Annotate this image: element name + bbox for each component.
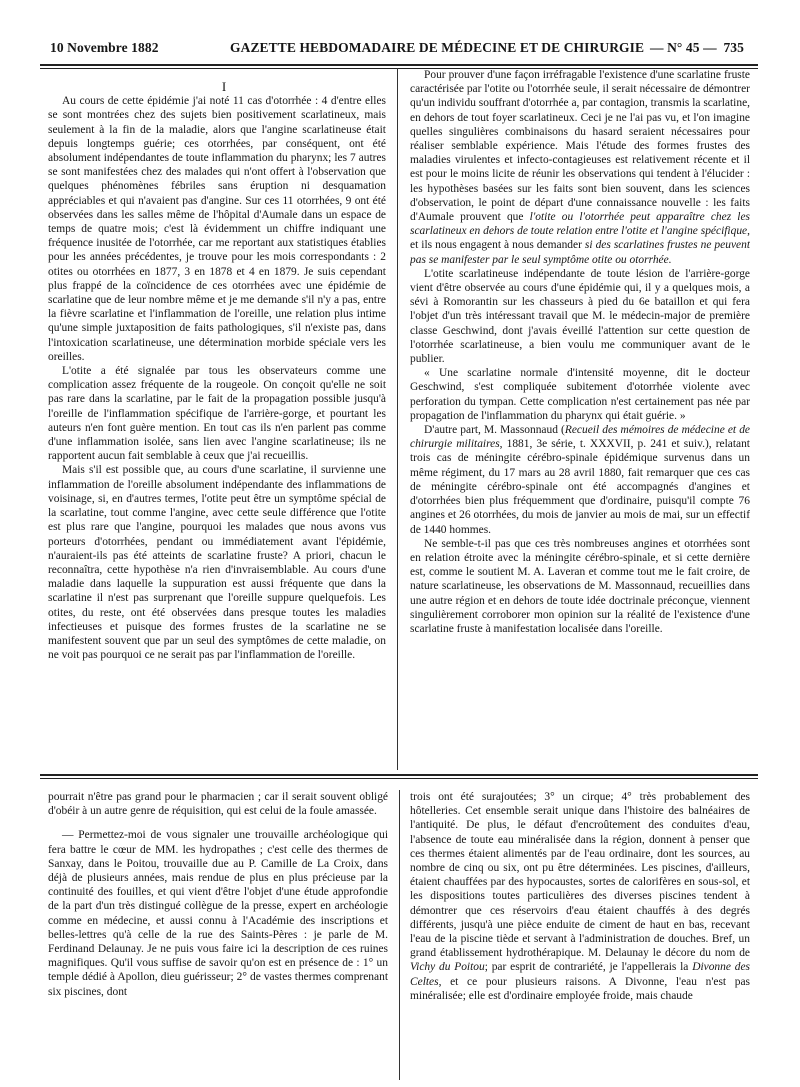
article-column-right	[410, 68, 750, 758]
paragraph	[410, 423, 750, 537]
text-run: ; par esprit de contrariété, je l'appellerais la	[484, 961, 693, 974]
article-column-left	[48, 80, 386, 768]
header-page-number: 735	[723, 40, 744, 55]
paragraph	[410, 790, 750, 1003]
paragraph: pourrait n'être pas grand pour le pharmacien ; car il serait souvent obligé d'obéir à un autre genre de réquisition, qui est celui de la foule amassée.	[48, 791, 388, 818]
feuilleton-column-left	[48, 790, 388, 1080]
paragraph: Mais s'il est possible que, au cours d'une scarlatine, il survienne une inflammation de l'oreille absolument indépendante des inflammations de voisinage, si, en d'autres termes, l'otite peut être un symptôme spécial de la scarlatine, tout comme l'angine, avec cette seule différence que l'otite est plus rare que l'angine, pourquoi les malades que nous avons vus porteurs d'otorrhées, pendant ou immédiatement avant l'épidémie, n'auraient-ils pas été atteints de scarlatine fruste? A priori, chacun le reconnaîtra, cette hypothèse n'a rien d'invraisemblable. Au cours d'une maladie dans laquelle la suppuration est aussi fréquente que dans la scarlatine il n'est pas surprenant que l'oreille suppure quelquefois. Les otites, du reste, ont été observées dans presque toutes les maladies infectieuses et puisque des formes frustes de la scarlatine ne se manifestent souvent que par un seul des symptômes de cette maladie, on ne voit pas pourquoi ce ne serait pas par l'inflammation de l'oreille.	[48, 464, 386, 662]
running-header	[50, 40, 744, 62]
paragraph: — Permettez-moi de vous signaler une trouvaille archéologique qui fera battre le cœur de MM. les hydropathes ; c'est celle des thermes de Sanxay, dans le Poitou, trouvaille due au P. Camille de La Croix, dans déjà de plusieurs années, mais rendue de plus en plus précieuse par la continuité des fouilles, et qui vient d'être l'objet d'une étude approfondie de la part d'un très distingué collègue de la presse, expert en archéologie comme en médecine, et aussi connu à l'Académie des inscriptions et belles-lettres qu'à celle de la rue des Saints-Pères : je parle de M. Ferdinand Delaunay. Je ne puis vous faire ici la description de ces ruines magnifiques. Qu'il vous suffise de savoir qu'on est en présence de : 1° un temple dédié à Apollon, dieu guérisseur; 2° de vastes thermes comprenant six piscines, dont	[48, 829, 388, 998]
column-divider-top	[397, 68, 398, 770]
paragraph: Ne semble-t-il pas que ces très nombreuses angines et otorrhées sont en relation étroite avec la méningite cérébro-spinale, et si cette dernière est, comme le soutient M. A. Laveran et comme tout me le fait croire, de nature scarlatineuse, les observations de M. Massonnaud, recueillies dans une autre région et en dehors de toute idée doctrinale préconçue, viennent singulièrement corroborer mon opinion sur la réalité de l'existence d'une scarlatine fruste à manifestation localisée dans l'oreille.	[410, 537, 750, 635]
paragraph: « Une scarlatine normale d'intensité moyenne, dit le docteur Geschwind, s'est compliquée subitement d'otorrhée violente avec perforation du tympan. Cette complication n'est certainement pas née par propagation de l'inflammation du pharynx qui était guérie. »	[410, 367, 750, 422]
text-run: , 1881, 3e série, t. XXXVII, p. 241 et suiv.), relatant trois cas de méningite cérébro-spinale épidémique survenus dans un même régiment, du 17 mars au 28 avril 1880, fait remarquer que ces cas de méningite cérébro-spinale ont été accompagnés d'angines et d'otorrhées bien plus fréquemment que d'ordinaire, puisqu'il compte 76 angines et 26 otorrhées, du mois de janvier au mois de mai, sur un effectif de 1440 hommes.	[410, 438, 750, 536]
text-run: , et ils nous engagent à nous demander	[410, 225, 750, 252]
italic-text: Vichy du Poitou	[410, 961, 485, 974]
header-issue-number: — N° 45 —	[650, 40, 717, 55]
paragraph: L'otite scarlatineuse indépendante de toute lésion de l'arrière-gorge vient d'être observée au cours d'une épidémie qui, il y a quelques mois, a sévi à Romorantin sur les chasseurs à pied du 6e bataillon et qui fera l'objet d'un très intéressant travail que M. le médecin-major de première classe Geschwind, dont j'avais éveillé l'attention sur cette question de l'otorrhée scarlatineuse, a bien voulu me communiquer avant de le publier.	[410, 267, 750, 366]
italic-text: Divonne des Celtes	[410, 961, 750, 988]
section-numeral: I	[221, 80, 227, 94]
section-divider-rule	[40, 774, 758, 779]
header-journal-title: GAZETTE HEBDOMADAIRE DE MÉDECINE ET DE CHIRURGIE	[230, 40, 645, 55]
italic-text: l'otite ou l'otorrhée peut apparaître chez les scarlatineux en dehors de toute relation entre l'otite et l'angine spécifique	[410, 211, 750, 238]
italic-text: si des scarlatines frustes ne peuvent pas se manifester par le seul symptôme otite ou otorrhée.	[410, 239, 750, 266]
column-divider-bottom	[399, 790, 400, 1080]
italic-citation: Recueil des mémoires de médecine et de chirurgie militaires	[410, 424, 750, 451]
text-run: D'autre part, M. Massonnaud (	[424, 424, 565, 437]
paragraph: L'otite a été signalée par tous les observateurs comme une complication assez fréquente de la rougeole. On conçoit qu'elle ne soit pas rare dans la scarlatine, par le fait de la propagation possible jusqu'à l'oreille de l'inflammation spécifique de l'arrière-gorge, et pourtant les auteurs n'en font guère mention. En tout cas ils n'en parlent pas comme d'une inflammation isolée, sans lien avec l'angine scarlatineuse; ils ne rapportent aucun fait semblable à ceux que j'ai recueillis.	[48, 365, 386, 463]
paragraph: Au cours de cette épidémie j'ai noté 11 cas d'otorrhée : 4 d'entre elles se sont montrées chez des sujets bien positivement scarlatineux, mais seulement à la fin de la maladie, alors que l'angine scarlatineuse était depuis longtemps guérie; ces otorrhées, par conséquent, ont été absolument indépendantes de toute inflammation du pharynx; les 7 autres se sont manifestées chez des malades qui n'ont offert à l'observation que quelques phénomènes fébriles sans éruption ni desquamation appréciables et qui n'avaient pas d'angine. Sur ces 11 otorrhées, 9 ont été observées dans les salles même de l'hôpital d'Aumale dans un espace de temps de quatre mois; c'est là évidemment un chiffre indiquant une fréquence inusitée de l'otorrhée, car me reportant aux statistiques établies pour les années précédentes, je trouve pour les mois correspondants : 2 otites ou otorrhées en 1877, 3 en 1878 et 4 en 1879. Je suis cependant plus frappé de la coïncidence de ces otorrhées avec une épidémie de scarlatine que de leur nombre même et je me demande s'il n'y a pas, entre la fièvre scarlatine et l'inflammation de l'oreille, une relation plus intime qu'une simple juxtaposition de faits pathologiques, s'il n'existe pas, dans l'intoxication scarlatineuse, une détermination morbide spéciale vers les oreilles.	[48, 95, 386, 363]
paragraph	[410, 68, 750, 267]
header-date: 10 Novembre 1882	[50, 40, 159, 55]
text-run: trois ont été surajoutées; 3° un cirque; 4° très probablement des hôtelleries. Cet ensemble serait unique dans l'histoire des balnéaires de l'antiquité. De plus, le défaut d'encroûtement des conduites d'eau, l'absence de toute eau minéralisée dans la région, donnent à penser que ces thermes étaient alimentés par de l'eau ordinaire, dont les sources, au nombre de cinq ou six, ont pu être déterminées. Les piscines, d'ailleurs, étaient chauffées par des hypocaustes, sortes de calorifères en sous-sol, et les dispositions toutes particulières des diverses piscines tendent à démontrer que ces réservoirs d'eau étaient chauffés à des degrés différents, jusqu'à une pièce enduite de ciment de haut en bas, recevant l'eau de la piscine tiède et servant à l'administration de douches. Bref, un grand établissement hydrothérapique. M. Delaunay le décore du nom de	[410, 791, 750, 960]
feuilleton-column-right	[410, 790, 750, 1080]
text-run: Pour prouver d'une façon irréfragable l'existence d'une scarlatine fruste caractérisée par l'otite ou l'otorrhée seule, il serait nécessaire de démontrer qu'un individu souffrant d'otorrhée a, par contagion, transmis la scarlatine, en dehors de tout foyer scarlatineux. Ceci je ne l'ai pas vu, et l'on imagine quelles singulières combinaisons du hasard seraient nécessaires pour réaliser semblable expérience. Mais l'étude des formes frustes des maladies virulentes et infecto-contagieuses est relativement récente et il est pour le moins licite de réunir les observations qui tendent à l'élucider : les hypothèses basées sur les faits sont bien souvent, dans les sciences d'observation, le point de départ d'une connaissance nouvelle : les faits d'Aumale prouvent que	[410, 69, 750, 224]
text-run: , et ce pour plusieurs raisons. A Divonne, l'eau n'est pas minéralisée; elle est d'ordinaire employée froide, mais chaude	[410, 975, 750, 1002]
